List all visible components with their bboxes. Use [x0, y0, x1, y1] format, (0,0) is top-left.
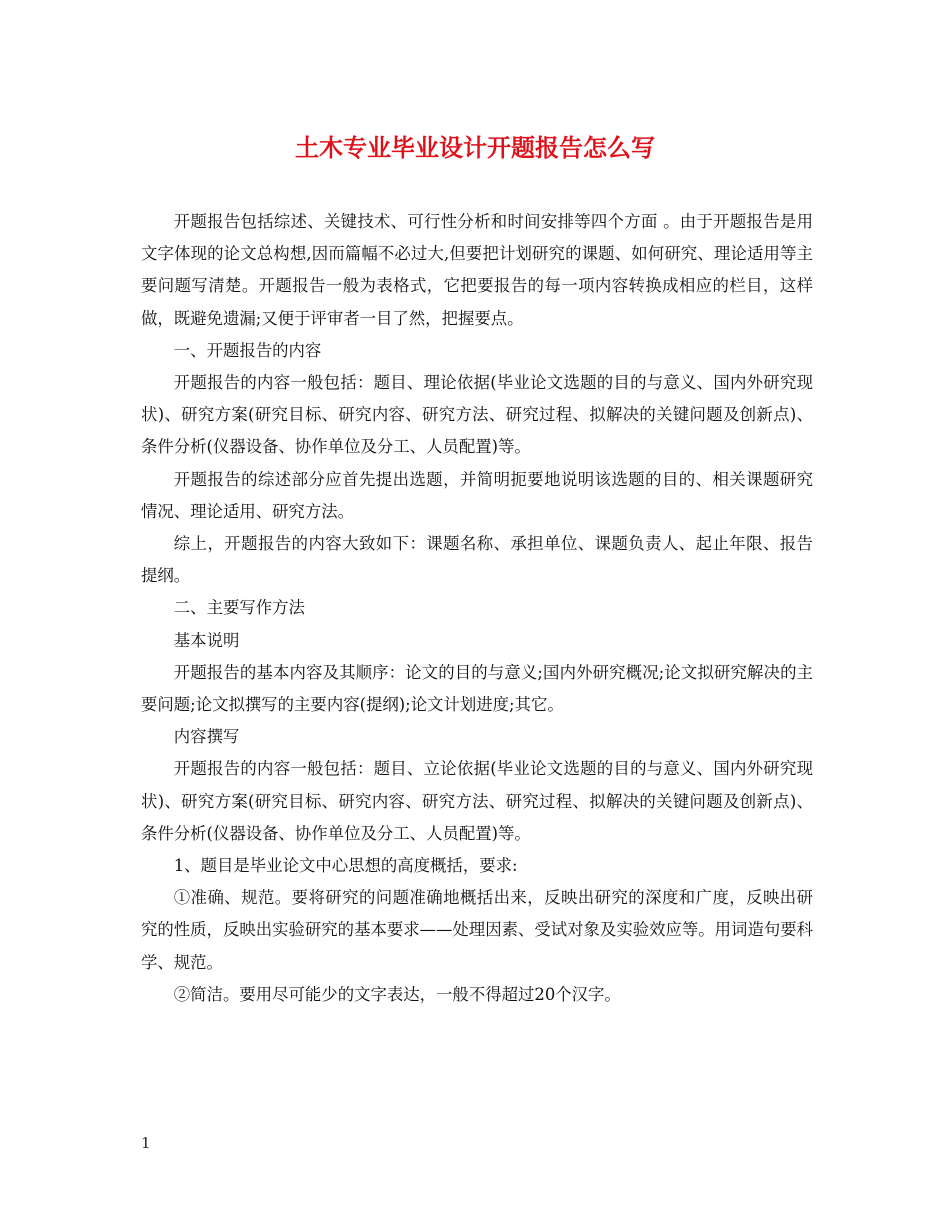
paragraph: 开题报告的内容一般包括：题目、立论依据(毕业论文选题的目的与意义、国内外研究现状)、研究方案(研究目标、研究内容、研究方法、研究过程、拟解决的关键问题及创新点)、条件分析(仪器设备、协作单位及分工、人员配置)等。: [141, 759, 813, 843]
paragraph: 开题报告的基本内容及其顺序：论文的目的与意义;国内外研究概况;论文拟研究解决的主要问题;论文拟撰写的主要内容(提纲);论文计划进度;其它。: [141, 662, 813, 715]
document-title: 土木专业毕业设计开题报告怎么写: [295, 133, 655, 162]
paragraph: 综上，开题报告的内容大致如下：课题名称、承担单位、课题负责人、起止年限、报告提纲。: [141, 534, 813, 586]
document-body: [141, 206, 813, 1011]
subheading-content: 内容撰写: [173, 727, 240, 747]
list-item: ②简洁。要用尽可能少的文字表达，一般不得超过20个汉字。: [173, 984, 621, 1004]
paragraph: 开题报告的综述部分应首先提出选题，并简明扼要地说明该选题的目的、相关课题研究情况、理论适用、研究方法。: [141, 469, 813, 521]
subheading-basic: 基本说明: [173, 630, 240, 650]
list-item: ①准确、规范。要将研究的问题准确地概括出来，反映出研究的深度和广度，反映出研究的性质，反映出实验研究的基本要求——处理因素、受试对象及实验效应等。用词造句要科学、规范。: [141, 888, 814, 972]
section-heading-1: 一、开题报告的内容: [173, 340, 322, 360]
list-heading: 1、题目是毕业论文中心思想的高度概括，要求:: [173, 856, 518, 876]
page-number: 1: [141, 1134, 151, 1152]
paragraph: 开题报告的内容一般包括：题目、理论依据(毕业论文选题的目的与意义、国内外研究现状)、研究方案(研究目标、研究内容、研究方法、研究过程、拟解决的关键问题及创新点)、条件分析(仪器设备、协作单位及分工、人员配置)等。: [141, 373, 813, 457]
section-heading-2: 二、主要写作方法: [173, 598, 305, 618]
paragraph-intro: 开题报告包括综述、关键技术、可行性分析和时间安排等四个方面 。由于开题报告是用文字体现的论文总构想,因而篇幅不必过大,但要把计划研究的课题、如何研究、理论适用等主要问题写清楚。开题报告一般为表格式，它把要报告的每一项内容转换成相应的栏目，这样做，既避免遗漏;又便于评审者一目了然，把握要点。: [141, 212, 813, 328]
